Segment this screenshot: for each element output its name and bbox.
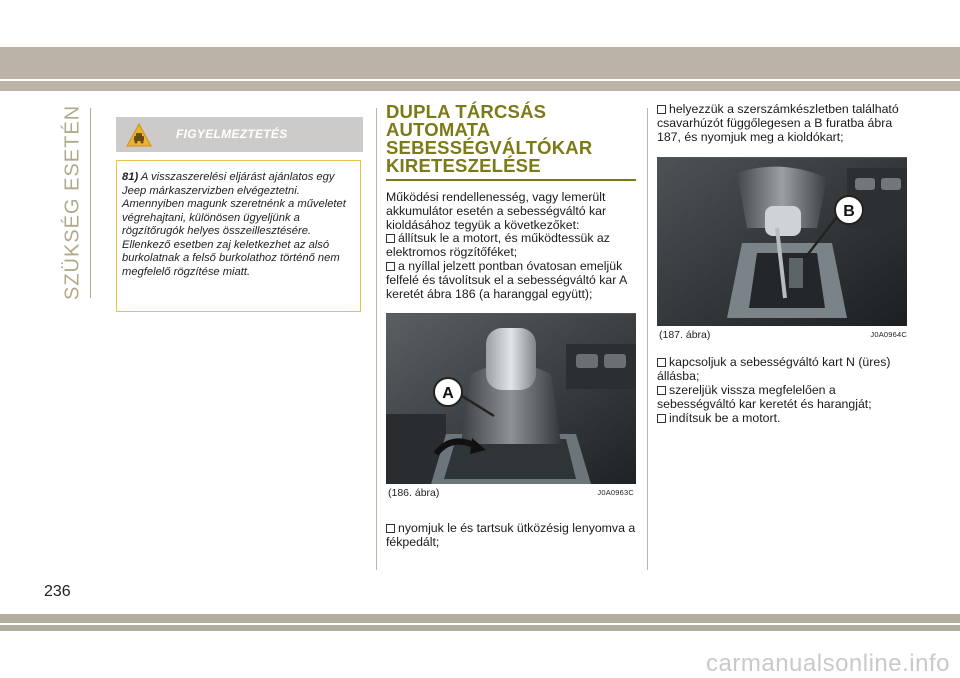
figure-186-caption: (186. ábra) J0A0963C <box>388 487 634 500</box>
checkbox-icon <box>386 262 395 271</box>
list-item: a nyíllal jelzett pontban óvatosan emeljük felfelé és távolítsuk el a sebességváltó kar A keretét ábra 186 (a haranggal együtt); <box>386 258 627 301</box>
step-list <box>386 522 636 550</box>
watermark: carmanualsonline.info <box>706 650 950 677</box>
list-item: kapcsoljuk a sebességváltó kart N (üres) állásba; <box>657 355 891 384</box>
warning-header <box>116 117 363 152</box>
figure-label-b: B <box>843 203 855 221</box>
section-label: SZÜKSÉG ESETÉN <box>61 104 84 300</box>
figure-label-a: A <box>442 385 454 403</box>
checkbox-icon <box>657 358 666 367</box>
list-item: szereljük vissza megfelelően a sebességváltó kar keretét és harangját; <box>657 382 872 411</box>
gear-shifter-photo <box>386 314 636 484</box>
list-item: nyomjuk le és tartsuk ütközésig lenyomva a fékpedált; <box>386 521 636 550</box>
section-rule <box>90 108 91 298</box>
list-item: helyezzük a szerszámkészletben található csavarhúzót függőlegesen a B furatba ábra 187, és nyomjuk meg a kioldókart; <box>657 102 899 144</box>
checkbox-icon <box>657 105 666 114</box>
figure-186-photo <box>386 313 636 484</box>
step-list <box>657 356 909 425</box>
footer-band <box>0 614 960 623</box>
list-item: állítsuk le a motort, és működtessük az elektromos rögzítőféket; <box>386 231 610 260</box>
page-number: 236 <box>44 583 71 600</box>
heading-rule <box>386 179 636 181</box>
step-list <box>657 103 909 144</box>
shifter-release-photo <box>657 158 907 326</box>
header-band-lower <box>0 81 960 91</box>
checkbox-icon <box>657 386 666 395</box>
figure-187-caption: (187. ábra) J0A0964C <box>659 329 907 342</box>
column-divider <box>647 108 648 570</box>
warning-text: A visszaszerelési eljárást ajánlatos egy Jeep márkaszervizben elvégeztetni. Amennyiben magunk szeretnénk a műveletet végrehajtani, különösen ügyeljünk a rögzítőrugók helyes összeillesztésére. Ellenkező esetben zaj keletkezhet az alsó burkolatnak a felső burkolathoz történő nem megfelelő rögzítése miatt. <box>122 171 346 278</box>
warning-car-icon <box>126 123 152 147</box>
checkbox-icon <box>386 524 395 533</box>
header-band <box>0 47 960 79</box>
footer-band-lower <box>0 625 960 631</box>
warning-box <box>116 160 361 312</box>
checkbox-icon <box>657 414 666 423</box>
list-item: indítsuk be a motort. <box>657 412 909 426</box>
column-middle <box>386 103 636 550</box>
section-heading: DUPLA TÁRCSÁS AUTOMATA SEBESSÉGVÁLTÓKAR KIRETESZELÉSE <box>386 101 593 176</box>
step-list <box>386 232 636 301</box>
column-divider <box>376 108 377 570</box>
checkbox-icon <box>386 234 395 243</box>
figure-187-photo <box>657 157 907 326</box>
intro-text: Működési rendellenesség, vagy lemerült akkumulátor esetén a sebességváltó kar kioldásához tegyük a következőket: <box>386 190 607 232</box>
warning-number: 81) <box>122 171 139 183</box>
top-margin <box>0 0 960 42</box>
column-right <box>657 103 909 425</box>
warning-title: FIGYELMEZTETÉS <box>176 127 288 141</box>
